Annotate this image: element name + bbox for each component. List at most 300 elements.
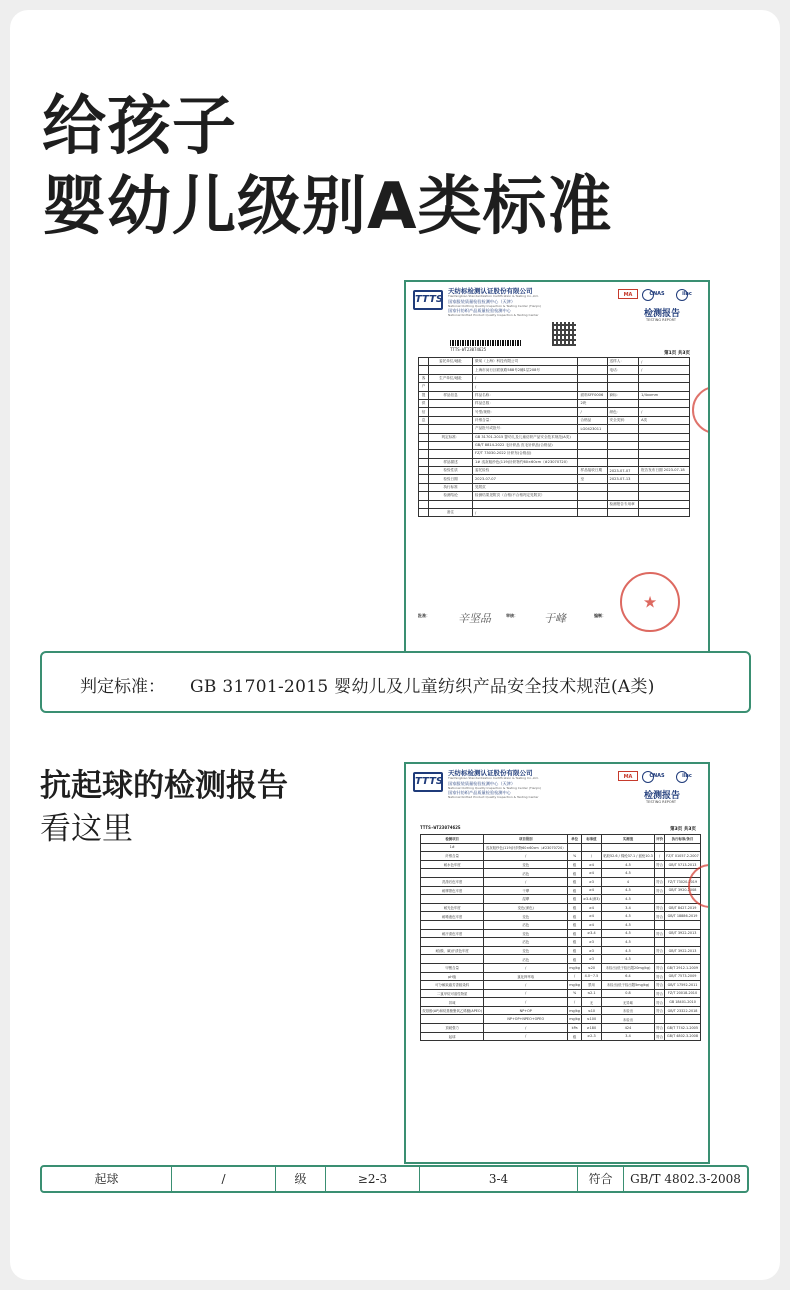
table-cell: 沾色 — [484, 938, 568, 947]
table-cell: mg/kg — [568, 1006, 582, 1015]
table-cell — [429, 441, 473, 449]
barcode-icon — [450, 340, 522, 346]
table-cell: 粘胶52.6 / 锦纶37.1 / 氨纶10.3 — [601, 852, 654, 861]
table-cell — [655, 869, 665, 878]
table-cell: / — [639, 366, 690, 374]
table-header-cell: 执行标准/条目 — [665, 835, 701, 844]
table-cell: / — [473, 509, 578, 517]
table-cell: 级 — [568, 929, 582, 938]
table-cell — [639, 399, 690, 407]
table-cell: 检测报告专用章 — [607, 500, 639, 508]
table-row — [421, 860, 701, 869]
table-cell: 级 — [568, 886, 582, 895]
table-cell — [607, 399, 639, 407]
table-cell: 耐汗渍色牢度 — [421, 929, 484, 938]
approve-label: 批准： — [418, 613, 430, 618]
table-row — [419, 467, 690, 475]
table-cell: GB/T 17592-2011 — [665, 981, 701, 990]
table-cell: 符合 — [655, 963, 665, 972]
table-cell — [578, 358, 607, 366]
table-cell: 送样人： — [607, 358, 639, 366]
reviewer-signature: 于峰 — [544, 612, 566, 625]
cell-standard: ≥2-3 — [326, 1167, 420, 1191]
approver-signature: 辛坚品 — [458, 612, 491, 625]
page-number: 第1页 共3页 — [664, 351, 690, 356]
table-cell: 检验日期 — [429, 475, 473, 483]
table-cell: 级 — [568, 1032, 582, 1041]
table-cell: 样品接收日期 — [578, 467, 607, 475]
table-cell: 耐唾液色牢度 — [421, 912, 484, 921]
sub-org-2-en: National Knitted Product Quality Inspection & Testing Center — [448, 795, 539, 799]
table-cell: 级 — [568, 946, 582, 955]
table-cell: 424 — [601, 1024, 654, 1033]
table-row — [421, 1006, 701, 1015]
ilac-mark-icon: ilac — [676, 289, 698, 299]
table-cell: 未检出(低于检出限20mg/kg) — [601, 963, 654, 972]
table-cell — [419, 441, 429, 449]
table-cell — [429, 500, 473, 508]
side-stamp — [692, 386, 710, 434]
table-cell: 样品描述 — [429, 458, 473, 466]
table-cell — [429, 399, 473, 407]
headline-line-2: 婴幼儿级别A类标准 — [42, 170, 613, 244]
sub-org-2: 国家针纺织产品质量检验检测中心 — [448, 790, 511, 795]
table-cell: 生产单位/地址 — [429, 374, 473, 382]
table-cell: 未检出 — [601, 1015, 654, 1024]
accreditation-marks — [618, 287, 700, 301]
table-cell: ≥3-4(深3) — [582, 895, 602, 904]
table-cell — [665, 920, 701, 929]
table-cell: 级 — [568, 938, 582, 947]
sub-org-1: 国家服装质量检验检测中心（天津） — [448, 781, 516, 786]
table-cell — [607, 433, 639, 441]
table-cell: NP+OP+NPEO+OPEO — [484, 1015, 568, 1024]
table-cell: / — [655, 852, 665, 861]
table-cell: 户 — [419, 383, 429, 391]
table-cell — [419, 483, 429, 491]
table-cell: 检验性质 — [429, 467, 473, 475]
table-cell: / — [568, 998, 582, 1007]
table-cell: 符合 — [655, 929, 665, 938]
table-cell — [607, 492, 639, 500]
table-cell — [419, 500, 429, 508]
table-cell: 供 — [419, 399, 429, 407]
pilling-result-row — [40, 1165, 749, 1193]
table-cell: 浅灰粗纱色(119)针织物60×60cm（#23070720） — [484, 843, 568, 852]
table-cell — [601, 843, 654, 852]
table-cell: 备注 — [429, 509, 473, 517]
table-row — [419, 441, 690, 449]
table-row — [419, 450, 690, 458]
table-cell: 变色 — [484, 929, 568, 938]
report-title-en: TESTING REPORT — [645, 800, 676, 804]
table-cell: 判定标准： — [429, 433, 473, 441]
table-cell: / — [639, 358, 690, 366]
table-cell: 4-5 — [601, 920, 654, 929]
table-cell: 4-5 — [601, 929, 654, 938]
table-cell — [639, 383, 690, 391]
table-cell: ≥4 — [582, 912, 602, 921]
table-cell: 沾色 — [484, 920, 568, 929]
table-cell — [578, 450, 607, 458]
table-cell: 4-5 — [601, 886, 654, 895]
review-label: 审核： — [506, 613, 518, 618]
table-cell — [578, 458, 607, 466]
table-cell — [578, 509, 607, 517]
sub-org-2-en: National Knitted Product Quality Inspection & Testing Center — [448, 313, 539, 317]
ilac-mark-icon: ilac — [676, 771, 698, 781]
table-cell: 符合 — [655, 1032, 665, 1041]
table-row — [421, 852, 701, 861]
table-cell — [655, 895, 665, 904]
table-cell — [655, 843, 665, 852]
table-cell — [655, 955, 665, 964]
cnas-mark-icon: CNAS — [642, 771, 672, 781]
table-cell — [665, 843, 701, 852]
table-cell: 息 — [419, 416, 429, 424]
table-cell: 至 — [578, 475, 607, 483]
table-cell: ≥4 — [582, 860, 602, 869]
table-cell: 报告发布日期 2023-07-18 — [639, 467, 690, 475]
table-cell — [578, 441, 607, 449]
table-cell — [639, 475, 690, 483]
table-cell: 无 — [582, 998, 602, 1007]
table-row — [419, 399, 690, 407]
table-row — [421, 869, 701, 878]
table-row — [419, 383, 690, 391]
results-table — [420, 834, 701, 1041]
table-cell: ≥3 — [582, 938, 602, 947]
table-row — [419, 374, 690, 382]
ttts-logo: TTTS — [413, 290, 443, 310]
table-cell: 检测结论 — [429, 492, 473, 500]
table-cell: GB/T 8814-2022 毛针织品 皮毛针织品(合格品) — [473, 441, 578, 449]
table-cell: ≥3 — [582, 877, 602, 886]
table-cell: 4-5 — [601, 860, 654, 869]
table-header-cell: 标准值 — [582, 835, 602, 844]
stamp-star-icon: ★ — [642, 592, 658, 612]
table-cell: GB/T 2912.1-2009 — [665, 963, 701, 972]
table-cell — [421, 895, 484, 904]
table-cell: 提 — [419, 391, 429, 399]
table-cell: 禁用 — [582, 981, 602, 990]
table-cell: 合格品 — [578, 416, 607, 424]
table-row — [421, 946, 701, 955]
table-row — [421, 895, 701, 904]
table-row — [419, 492, 690, 500]
cell-item: 起球 — [42, 1167, 172, 1191]
table-cell: / — [484, 981, 568, 990]
table-cell: 符合 — [655, 860, 665, 869]
table-cell: 符合 — [655, 877, 665, 886]
table-row — [419, 425, 690, 433]
table-cell: 样品总数： — [473, 399, 578, 407]
table-cell: ≤20 — [582, 963, 602, 972]
table-row — [421, 877, 701, 886]
company-name: 天纺标检测认证股份有限公司 — [448, 769, 533, 777]
verdict-box — [40, 651, 751, 713]
table-cell — [429, 416, 473, 424]
ma-mark-icon: MA — [618, 771, 638, 781]
table-cell: 未检出(低于检出限5mg/kg) — [601, 981, 654, 990]
table-cell: 颜色： — [607, 408, 639, 416]
table-row — [419, 509, 690, 517]
table-cell: ≥4 — [582, 903, 602, 912]
table-cell — [419, 475, 429, 483]
table-cell: 氯化钾萃取 — [484, 972, 568, 981]
table-cell: 上海市闵行区联航路588号2幢1层208号 — [473, 366, 578, 374]
table-cell: 委托单位/地址 — [429, 358, 473, 366]
report-form — [418, 357, 690, 517]
table-cell — [578, 366, 607, 374]
table-cell: / — [578, 408, 607, 416]
table-cell: pH值 — [421, 972, 484, 981]
table-cell — [421, 1015, 484, 1024]
table-header-cell: 评价 — [655, 835, 665, 844]
table-row — [421, 886, 701, 895]
cell-unit: 级 — [276, 1167, 326, 1191]
test-report-page-3[interactable] — [404, 762, 710, 1164]
table-cell: A类 — [639, 416, 690, 424]
table-cell: / — [484, 1024, 568, 1033]
table-cell: 级 — [568, 903, 582, 912]
table-cell: 符合 — [655, 998, 665, 1007]
table-cell: ≥3-4 — [582, 929, 602, 938]
table-cell: GB/T 3920-2008 — [665, 886, 701, 895]
table-cell: 符合 — [655, 946, 665, 955]
table-cell: GB/T 4802.3-2008 — [665, 1032, 701, 1041]
table-row — [421, 929, 701, 938]
table-cell — [665, 955, 701, 964]
table-cell: 沾色 — [484, 869, 568, 878]
table-cell: GB/T 18886-2019 — [665, 912, 701, 921]
table-cell — [429, 408, 473, 416]
report-title: 检测报告 — [643, 309, 680, 319]
table-cell: 见附页 — [473, 483, 578, 491]
table-cell: 级 — [568, 920, 582, 929]
table-cell: 1# — [421, 843, 484, 852]
table-cell: GB/T 23322-2018 — [665, 1006, 701, 1015]
table-cell — [429, 450, 473, 458]
table-cell: 3-4 — [601, 903, 654, 912]
table-cell: 纤维含量 — [421, 852, 484, 861]
verdict-label: 判定标准： — [80, 677, 165, 697]
table-cell: GB/T 7573-2009 — [665, 972, 701, 981]
table-cell — [419, 492, 429, 500]
table-cell — [639, 374, 690, 382]
table-cell: 无异味 — [601, 998, 654, 1007]
table-cell: 级 — [568, 912, 582, 921]
table-cell: 沾色 — [484, 955, 568, 964]
table-cell: 符合 — [655, 1024, 665, 1033]
table-cell: 面料SFF0006 — [578, 391, 607, 399]
table-cell — [607, 374, 639, 382]
table-cell — [419, 450, 429, 458]
table-cell — [578, 492, 607, 500]
table-cell: / — [484, 989, 568, 998]
cell-measured: 3-4 — [420, 1167, 578, 1191]
sub-org-1-en: National Clothing Quality Inspection & Testing Center (Tianjin) — [448, 786, 542, 790]
table-cell — [655, 920, 665, 929]
table-cell — [419, 509, 429, 517]
table-cell: mg/kg — [568, 963, 582, 972]
table-cell — [419, 358, 429, 366]
table-cell: 符合 — [655, 912, 665, 921]
table-cell: 级 — [568, 869, 582, 878]
table-cell: 4-5 — [601, 912, 654, 921]
table-cell: 4-5 — [601, 938, 654, 947]
table-row — [419, 475, 690, 483]
table-cell — [639, 425, 690, 433]
qr-code-icon — [552, 322, 576, 346]
table-cell — [429, 425, 473, 433]
table-cell: 耐(酸、碱)汗渍色牢度 — [421, 946, 484, 955]
table-cell: 耐光色牢度 — [421, 903, 484, 912]
company-name: 天纺标检测认证股份有限公司 — [448, 287, 533, 295]
table-cell: 未检出 — [601, 1006, 654, 1015]
table-cell: ≥3 — [582, 955, 602, 964]
table-cell: 顶破强力 — [421, 1024, 484, 1033]
table-cell — [578, 374, 607, 382]
table-cell: ≤10 — [582, 1006, 602, 1015]
report-serial: TTTS-WT23074625 — [420, 826, 461, 831]
ttts-logo: TTTS — [413, 772, 443, 792]
table-cell: 1/4xxmm — [639, 391, 690, 399]
table-cell: 变色 — [484, 946, 568, 955]
table-cell: 4-5 — [601, 955, 654, 964]
table-cell — [639, 441, 690, 449]
table-row — [419, 458, 690, 466]
table-cell: 纤维含量： — [473, 416, 578, 424]
table-cell: ≥4 — [582, 920, 602, 929]
table-cell: FZ/T 73020-2019 — [665, 877, 701, 886]
table-cell — [419, 366, 429, 374]
page-number: 第3页 共3页 — [670, 827, 696, 832]
table-cell — [607, 450, 639, 458]
table-cell: 耐水色牢度 — [421, 860, 484, 869]
table-cell: % — [568, 852, 582, 861]
table-cell: 变色 — [484, 860, 568, 869]
table-cell: 甲醛含量 — [421, 963, 484, 972]
table-cell: ≥2-3 — [582, 1032, 602, 1041]
table-row — [421, 998, 701, 1007]
table-cell — [665, 938, 701, 947]
table-cell: 起球 — [421, 1032, 484, 1041]
table-cell: / — [484, 1032, 568, 1041]
table-cell: / — [473, 374, 578, 382]
table-cell — [607, 425, 639, 433]
table-header-row — [421, 835, 701, 844]
table-cell: 4.0~7.5 — [582, 972, 602, 981]
cnas-mark-icon: CNAS — [642, 289, 672, 299]
table-cell — [421, 869, 484, 878]
table-cell — [639, 483, 690, 491]
table-cell: 6.4 — [601, 972, 654, 981]
table-cell: 安全类别： — [607, 416, 639, 424]
verdict-standard: GB 31701-2015 婴幼儿及儿童纺织产品安全技术规范(A类) — [190, 677, 655, 697]
table-row — [421, 1024, 701, 1033]
table-cell: 异味 — [421, 998, 484, 1007]
headline-line-1: 给孩子 — [42, 90, 237, 164]
table-cell: 耐摩擦色牢度 — [421, 886, 484, 895]
table-row — [421, 843, 701, 852]
table-cell: 号型/规格： — [473, 408, 578, 416]
table-cell — [578, 383, 607, 391]
table-cell — [607, 441, 639, 449]
official-stamp — [620, 572, 680, 632]
table-row — [419, 416, 690, 424]
table-cell — [655, 1015, 665, 1024]
test-report-page-1[interactable] — [404, 280, 710, 656]
table-cell: ≤100 — [582, 1015, 602, 1024]
table-cell — [639, 492, 690, 500]
table-cell: 电话： — [607, 366, 639, 374]
table-row — [421, 981, 701, 990]
table-cell: 客 — [419, 374, 429, 382]
table-cell — [607, 509, 639, 517]
table-cell: 干摩 — [484, 886, 568, 895]
report-serial: TTTS-WT23074625 — [450, 347, 487, 352]
table-cell: 变色(深色) — [484, 903, 568, 912]
table-row — [421, 989, 701, 998]
table-row — [419, 366, 690, 374]
table-cell: ≤2.1 — [582, 989, 602, 998]
ma-mark-icon: MA — [618, 289, 638, 299]
table-cell: FZ/T 73030-2022 针织布(合格品) — [473, 450, 578, 458]
table-cell: / — [484, 963, 568, 972]
table-row — [421, 920, 701, 929]
table-cell: 微氧（上海）科技有限公司 — [473, 358, 578, 366]
table-cell — [639, 450, 690, 458]
table-cell: FZ/T 01057.2-2007 — [665, 852, 701, 861]
table-cell: LG0423011 — [578, 425, 607, 433]
table-cell: 样品信息 — [429, 391, 473, 399]
table-cell: NP+OP — [484, 1006, 568, 1015]
compile-label: 编制： — [594, 613, 606, 618]
cell-method: GB/T 4802.3-2008 — [630, 1172, 741, 1186]
table-cell: GB/T 5713-2013 — [665, 860, 701, 869]
table-cell: / — [582, 852, 602, 861]
table-cell: 洗涤后色牢度 — [421, 877, 484, 886]
accreditation-marks — [618, 769, 700, 783]
table-cell — [639, 500, 690, 508]
table-cell: / — [484, 998, 568, 1007]
table-cell: 符合 — [655, 903, 665, 912]
table-cell: 符合 — [655, 972, 665, 981]
table-cell: / — [484, 877, 568, 886]
table-row — [421, 1032, 701, 1041]
table-cell — [421, 920, 484, 929]
table-cell — [582, 843, 602, 852]
table-cell: 烷基酚(AP)和烷基酚聚氧乙烯醚(APEO) — [421, 1006, 484, 1015]
table-cell — [429, 383, 473, 391]
table-cell: 检测结果见附页（合格/不合格判定见附页） — [473, 492, 578, 500]
table-header-cell: 项目级别 — [484, 835, 568, 844]
table-cell: GB 31701-2015 婴幼儿及儿童纺织产品安全技术规范(A类) — [473, 433, 578, 441]
table-row — [421, 903, 701, 912]
table-cell — [473, 500, 578, 508]
table-cell — [639, 509, 690, 517]
table-cell: 级 — [568, 877, 582, 886]
table-cell: 商标： — [607, 391, 639, 399]
table-cell: 可分解致癌芳香胺染料 — [421, 981, 484, 990]
table-cell: 级 — [568, 860, 582, 869]
table-cell: 符合 — [655, 989, 665, 998]
table-cell: 符合 — [655, 1006, 665, 1015]
cell-result: 符合 — [578, 1167, 624, 1191]
table-cell: 4-5 — [601, 946, 654, 955]
table-row — [419, 391, 690, 399]
